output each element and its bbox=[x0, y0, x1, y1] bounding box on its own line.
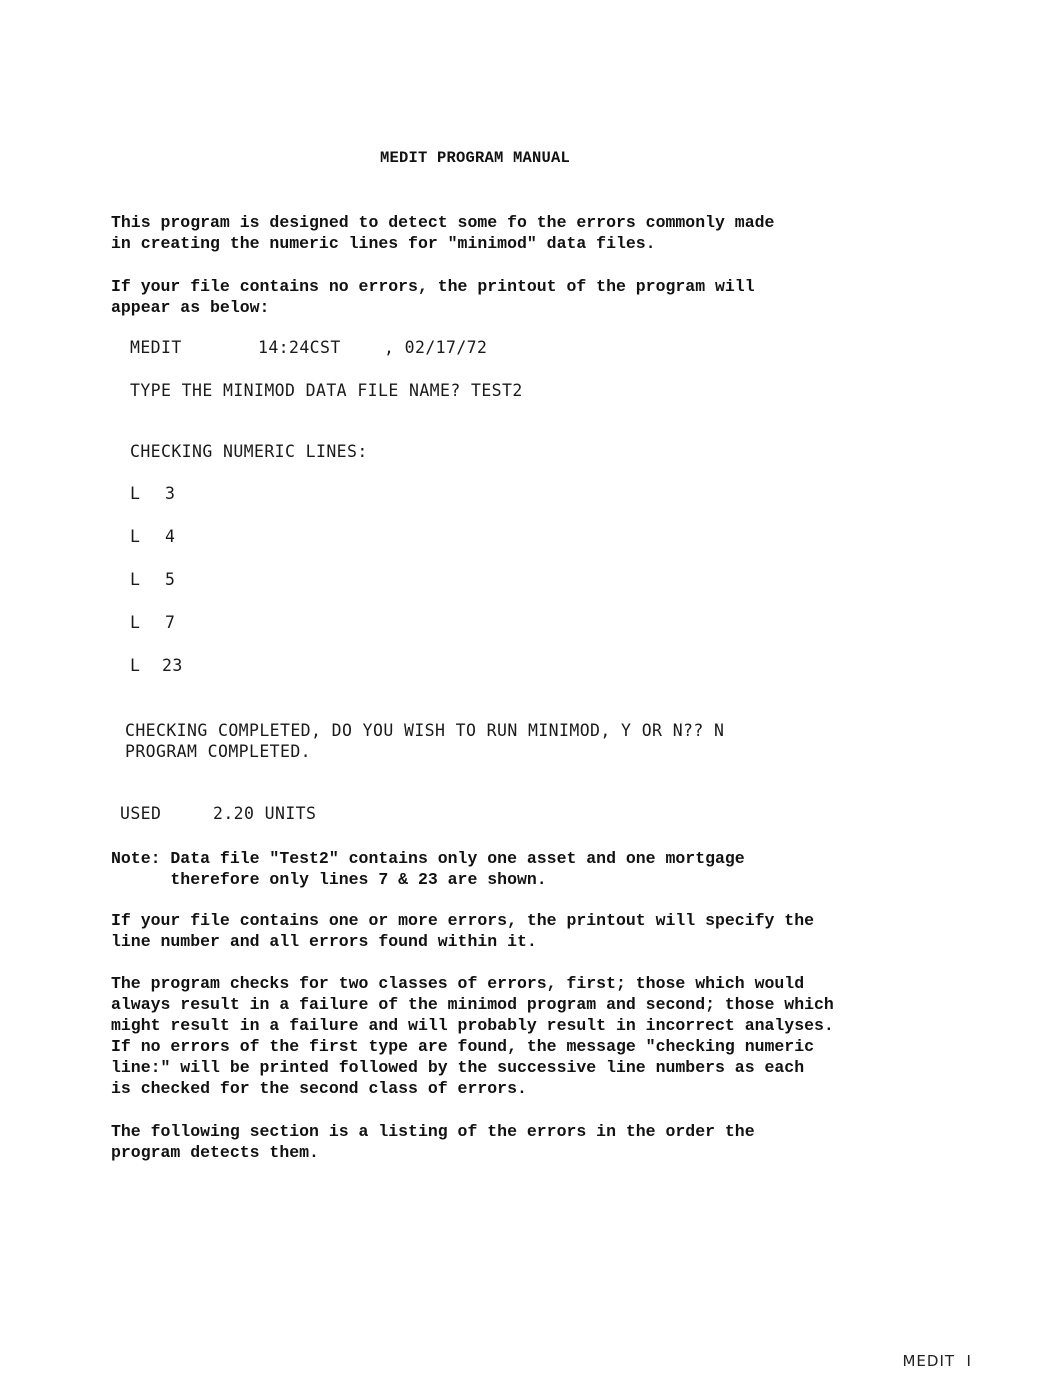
note-line: therefore only lines 7 & 23 are shown. bbox=[111, 870, 547, 889]
printout-used-value: 2.20 UNITS bbox=[213, 804, 317, 823]
classes-line: If no errors of the first type are found, the message "checking numeric bbox=[111, 1037, 815, 1056]
classes-line: is checked for the second class of errors. bbox=[111, 1079, 527, 1098]
no-errors-paragraph bbox=[111, 276, 755, 318]
line-letter: L bbox=[130, 527, 141, 546]
line-number: 23 bbox=[162, 656, 183, 675]
line-number: 7 bbox=[165, 613, 176, 632]
printout-header-program: MEDIT bbox=[130, 338, 182, 357]
line-number: 4 bbox=[165, 527, 176, 546]
errors-line: If your file contains one or more errors, the printout will specify the bbox=[111, 911, 815, 930]
intro-line: This program is designed to detect some fo the errors commonly made bbox=[111, 213, 775, 232]
errors-paragraph bbox=[111, 910, 814, 952]
printout-program-completed: PROGRAM COMPLETED. bbox=[125, 742, 312, 761]
page-footer: MEDIT I bbox=[902, 1352, 972, 1370]
line-number: 5 bbox=[165, 570, 176, 589]
classes-line: always result in a failure of the minimod program and second; those which bbox=[111, 995, 834, 1014]
classes-line: might result in a failure and will probably result in incorrect analyses. bbox=[111, 1016, 834, 1035]
printout-checking: CHECKING NUMERIC LINES: bbox=[130, 442, 368, 461]
intro-line: in creating the numeric lines for "minimod" data files. bbox=[111, 234, 656, 253]
intro-paragraph bbox=[111, 212, 774, 254]
printout-header-time: 14:24CST bbox=[258, 338, 341, 357]
line-letter: L bbox=[130, 570, 141, 589]
no-errors-line: appear as below: bbox=[111, 298, 270, 317]
note-line: Note: Data file "Test2" contains only one asset and one mortgage bbox=[111, 849, 745, 868]
classes-line: line:" will be printed followed by the successive line numbers as each bbox=[111, 1058, 805, 1077]
following-line: The following section is a listing of the errors in the order the bbox=[111, 1122, 755, 1141]
classes-line: The program checks for two classes of errors, first; those which would bbox=[111, 974, 805, 993]
line-letter: L bbox=[130, 656, 141, 675]
printout-prompt: TYPE THE MINIMOD DATA FILE NAME? TEST2 bbox=[130, 381, 523, 400]
following-paragraph bbox=[111, 1121, 755, 1163]
no-errors-line: If your file contains no errors, the printout of the program will bbox=[111, 277, 755, 296]
note-paragraph bbox=[111, 848, 745, 890]
line-letter: L bbox=[130, 613, 141, 632]
page-title: MEDIT PROGRAM MANUAL bbox=[380, 149, 571, 167]
printout-completed: CHECKING COMPLETED, DO YOU WISH TO RUN MINIMOD, Y OR N?? N bbox=[125, 721, 725, 740]
errors-line: line number and all errors found within it. bbox=[111, 932, 537, 951]
following-line: program detects them. bbox=[111, 1143, 319, 1162]
line-letter: L bbox=[130, 484, 141, 503]
printout-used-label: USED bbox=[120, 804, 162, 823]
error-classes-paragraph bbox=[111, 973, 834, 1099]
printout-header-date: , 02/17/72 bbox=[384, 338, 488, 357]
line-number: 3 bbox=[165, 484, 176, 503]
